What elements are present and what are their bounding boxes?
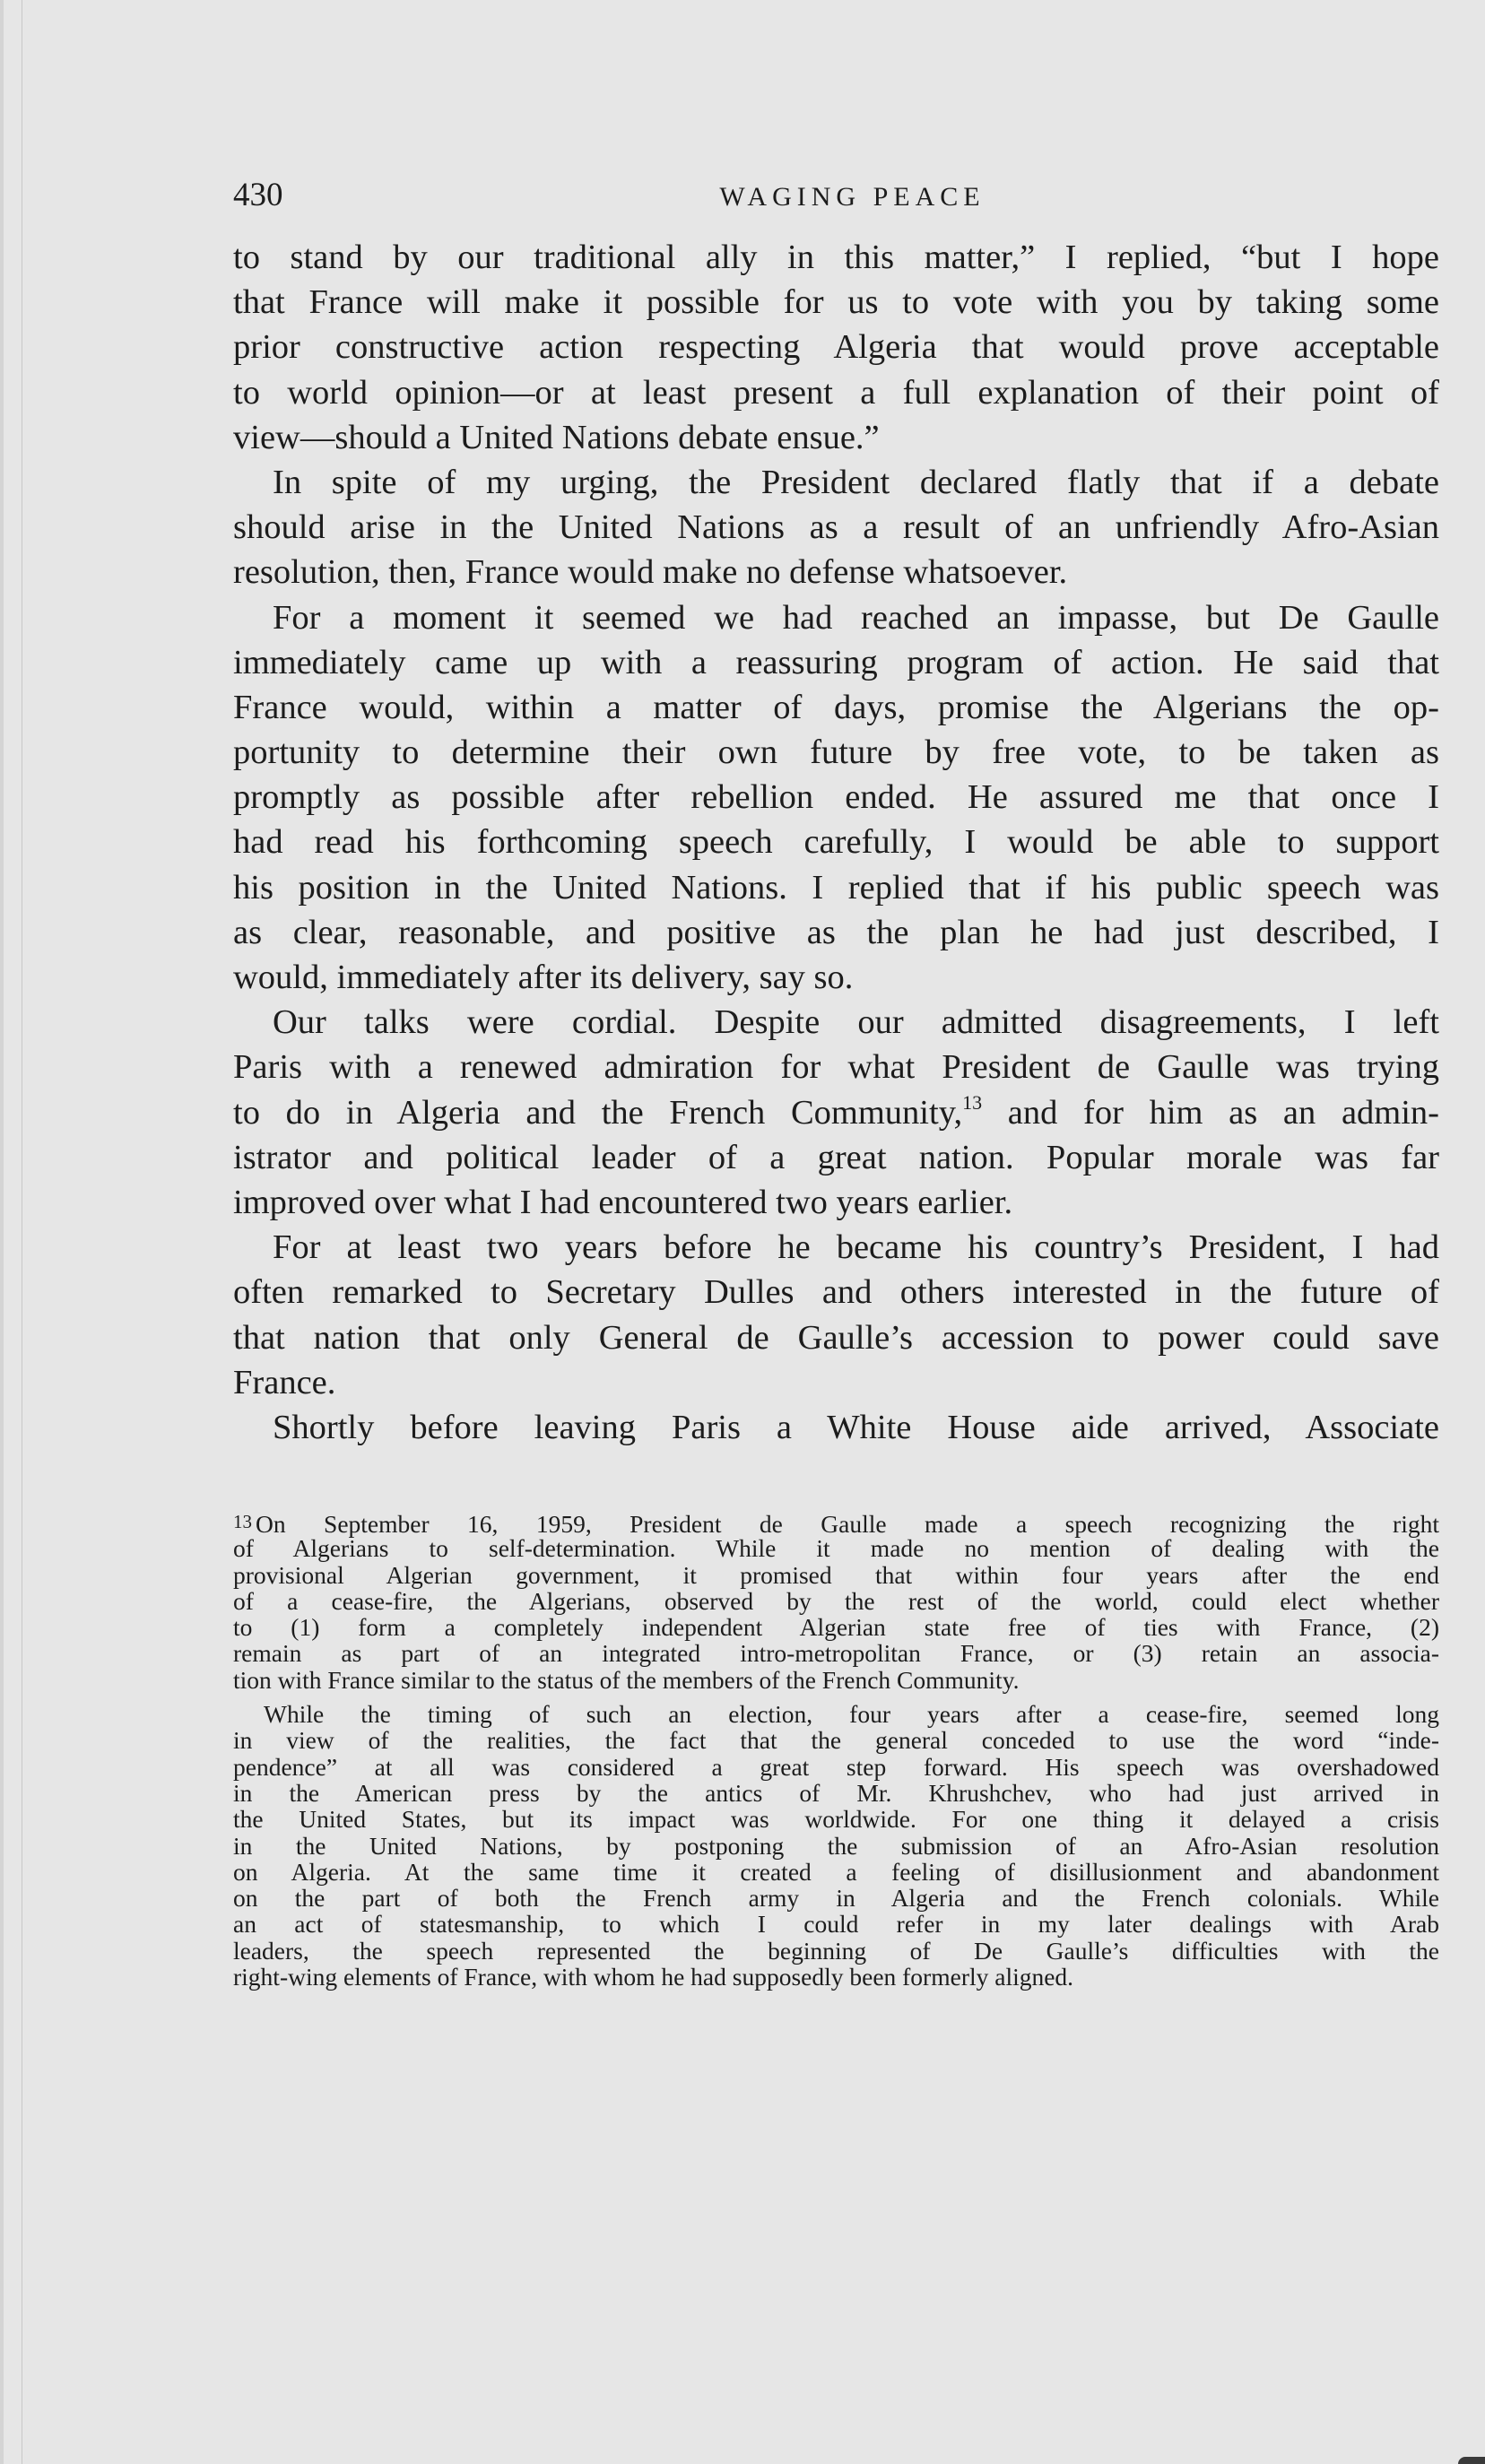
body-paragraph [233, 595, 1439, 1001]
text-line: For a moment it seemed we had reached an impasse, but De Gaulle [273, 598, 1439, 637]
body-paragraph [233, 235, 1439, 460]
page-binding-edge [0, 0, 4, 2464]
body-paragraph [233, 1405, 1439, 1450]
footnote-line [233, 1509, 1439, 1538]
text-line: prior constructive action respecting Algeria that would prove acceptable [233, 328, 1439, 367]
body-paragraph [233, 460, 1439, 595]
footnote-line: of a cease-fire, the Algerians, observed by the rest of the world, could elect whether [233, 1586, 1439, 1615]
body-text [233, 235, 1439, 1450]
text-line: resolution, then, France would make no defense whatsoever. [233, 553, 1068, 592]
text-fragment: to do in Algeria and the French Community, [233, 1093, 963, 1132]
footnote-line: in the American press by the antics of Mr. Khrushchev, who had just arrived in [233, 1778, 1439, 1807]
text-line: immediately came up with a reassuring program of action. He said that [233, 643, 1439, 681]
text-line: In spite of my urging, the President declared flatly that if a debate [273, 463, 1439, 501]
text-line: should arise in the United Nations as a result of an unfriendly Afro-Asian [233, 508, 1439, 547]
text-line: Shortly before leaving Paris a White House aide arrived, Associate [273, 1408, 1439, 1446]
footnote-line: on Algeria. At the same time it created a feeling of disillusionment and abandonment [233, 1857, 1439, 1886]
footnote-line: tion with France similar to the status of the members of the French Community. [233, 1665, 1020, 1694]
footnote-line: an act of statesmanship, to which I could refer in my later dealings with Arab [233, 1910, 1439, 1939]
footnote-line: on the part of both the French army in Algeria and the French colonials. While [233, 1884, 1439, 1913]
text-line: istrator and political leader of a great nation. Popular morale was far [233, 1138, 1439, 1176]
text-line: his position in the United Nations. I replied that if his public speech was [233, 868, 1439, 907]
footnote-line: in the United Nations, by postponing the submission of an Afro-Asian resolution [233, 1831, 1439, 1860]
footnote-line: leaders, the speech represented the beginning of De Gaulle’s difficulties with the [233, 1936, 1439, 1965]
text-line: that nation that only General de Gaulle’s accession to power could save [233, 1318, 1439, 1357]
text-line: France would, within a matter of days, promise the Algerians the op- [233, 688, 1439, 726]
text-line: France. [233, 1363, 336, 1401]
running-title: WAGING PEACE [719, 182, 986, 212]
text-line: Paris with a renewed admiration for what President de Gaulle was trying [233, 1048, 1439, 1087]
text-line: promptly as possible after rebellion ended. He assured me that once I [233, 778, 1439, 817]
footnote-paragraph [233, 1701, 1439, 1990]
footnote-line: pendence” at all was considered a great step forward. His speech was overshadowed [233, 1752, 1439, 1781]
text-fragment: and for him as an admin- [982, 1093, 1439, 1132]
text-fragment: On September 16, 1959, President de Gaulle made a speech recognizing the right [256, 1510, 1439, 1538]
footnote-line: to (1) form a completely independent Algerian state free of ties with France, (2) [233, 1613, 1439, 1642]
footnote-line: in view of the realities, the fact that the general conceded to use the word “inde- [233, 1726, 1439, 1755]
footnote-paragraph [233, 1509, 1439, 1693]
text-line: that France will make it possible for us to vote with you by taking some [233, 283, 1439, 322]
text-line-with-footnote [233, 1090, 1439, 1135]
text-line: as clear, reasonable, and positive as the plan he had just described, I [233, 913, 1439, 951]
footnote-line: provisional Algerian government, it promised that within four years after the end [233, 1560, 1439, 1589]
text-line: view—should a United Nations debate ensue.” [233, 418, 880, 456]
text-line: to world opinion—or at least present a full explanation of their point of [233, 373, 1439, 412]
text-line: Our talks were cordial. Despite our admitted disagreements, I left [273, 1003, 1439, 1042]
text-line: often remarked to Secretary Dulles and others interested in the future of [233, 1273, 1439, 1312]
text-line: portunity to determine their own future by free vote, to be taken as [233, 733, 1439, 772]
body-paragraph [233, 1225, 1439, 1405]
footnote-line: the United States, but its impact was worldwide. For one thing it delayed a crisis [233, 1805, 1439, 1834]
text-line: had read his forthcoming speech carefully, I would be able to support [233, 823, 1439, 862]
running-head [233, 176, 1439, 215]
footnote-line: While the timing of such an election, four years after a cease-fire, seemed long [264, 1700, 1439, 1729]
body-paragraph [233, 1000, 1439, 1225]
text-line: to stand by our traditional ally in this matter,” I replied, “but I hope [233, 239, 1439, 276]
text-line: would, immediately after its delivery, say so. [233, 959, 854, 996]
text-line: improved over what I had encountered two years earlier. [233, 1183, 1013, 1221]
text-line: For at least two years before he became his country’s President, I had [273, 1228, 1439, 1267]
page-corner-shadow [1458, 2457, 1485, 2464]
footnote-line: of Algerians to self-determination. While it made no mention of dealing with the [233, 1534, 1439, 1563]
footnote-reference[interactable]: 13 [962, 1090, 983, 1114]
footnote-line: right-wing elements of France, with whom he had supposedly been formerly aligned. [233, 1963, 1074, 1991]
page-number: 430 [233, 177, 283, 213]
footnote-line: remain as part of an integrated intro-metropolitan France, or (3) retain an associa- [233, 1639, 1439, 1668]
footnote-marker: 13 [233, 1511, 252, 1532]
footnotes [233, 1509, 1439, 1998]
